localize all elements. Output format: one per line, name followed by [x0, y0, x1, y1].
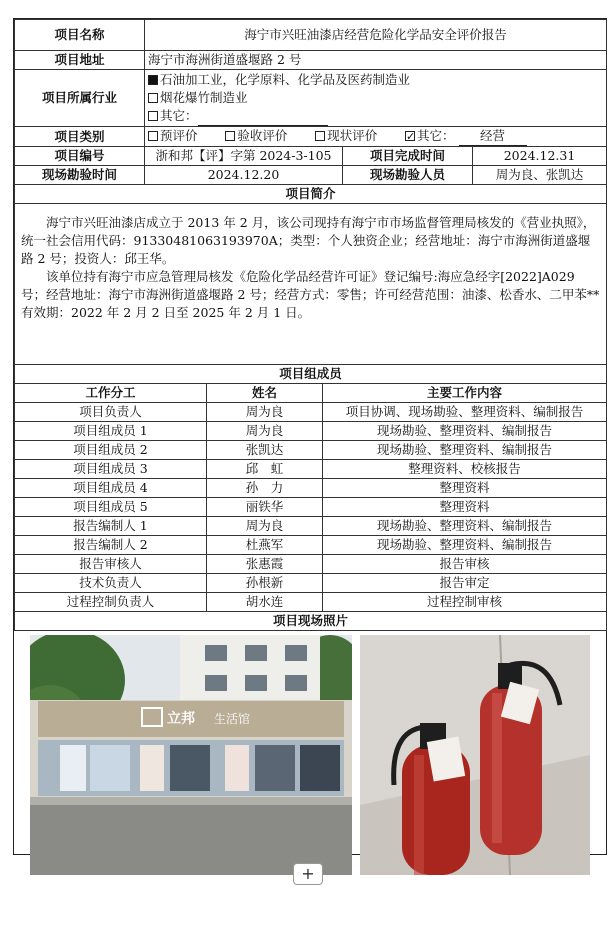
- storefront-image: [30, 635, 352, 875]
- role-cell: 报告编制人 1: [15, 517, 207, 536]
- code-value: 浙和邦【评】字第 2024-3-105: [145, 147, 343, 166]
- table-row: [15, 498, 607, 517]
- role-cell: 项目组成员 2: [15, 441, 207, 460]
- table-row: [15, 593, 607, 612]
- type-label: 项目类别: [15, 127, 145, 147]
- store-sign-text: 立邦: [167, 711, 195, 727]
- checkbox-icon: [148, 111, 158, 121]
- work-cell: 整理资料: [323, 498, 607, 517]
- work-cell: 整理资料、校核报告: [323, 460, 607, 479]
- report-document: [13, 18, 607, 855]
- checked-checkbox-icon: [405, 131, 415, 141]
- team-header-name: 姓名: [207, 384, 323, 403]
- role-cell: 报告编制人 2: [15, 536, 207, 555]
- extinguisher-image: [360, 635, 590, 875]
- type-option-1: 预评价: [160, 128, 198, 143]
- address-value: 海宁市海洲街道盛堰路 2 号: [145, 51, 607, 70]
- table-row: [15, 460, 607, 479]
- work-cell: 整理资料: [323, 479, 607, 498]
- work-cell: 报告审定: [323, 574, 607, 593]
- person-cell: 张凯达: [207, 441, 323, 460]
- site-photos: [14, 631, 606, 881]
- type-options: [145, 127, 607, 147]
- industry-option-1: 石油加工业，化学原料、化学品及医药制造业: [160, 71, 411, 87]
- done-time-value: 2024.12.31: [473, 147, 607, 166]
- person-cell: 胡水连: [207, 593, 323, 612]
- work-cell: 现场勘验、整理资料、编制报告: [323, 441, 607, 460]
- name-value: 海宁市兴旺油漆店经营危险化学品安全评价报告: [145, 20, 607, 51]
- role-cell: 项目组成员 4: [15, 479, 207, 498]
- work-cell: 现场勘验、整理资料、编制报告: [323, 422, 607, 441]
- survey-time-value: 2024.12.20: [145, 166, 343, 185]
- table-row: [15, 403, 607, 422]
- role-cell: 报告审核人: [15, 555, 207, 574]
- type-other-value: 经营: [459, 127, 527, 146]
- team-title: 项目组成员: [15, 365, 607, 384]
- person-cell: 杜燕军: [207, 536, 323, 555]
- team-header-work: 主要工作内容: [323, 384, 607, 403]
- role-cell: 技术负责人: [15, 574, 207, 593]
- role-cell: 过程控制负责人: [15, 593, 207, 612]
- person-cell: 张惠霞: [207, 555, 323, 574]
- intro-body: [15, 204, 607, 365]
- work-cell: 报告审核: [323, 555, 607, 574]
- industry-options: [145, 70, 607, 127]
- intro-paragraph-2: 该单位持有海宁市应急管理局核发《危险化学品经营许可证》登记编号:海应急经字[2022]A029 号；经营地址：海宁市海洲街道盛堰路 2 号；经营方式：零售；许可经营范围：油漆、松香水、二甲苯**有效期：2022 年 2 月 2 日至 2025 年 2 月 1 日。: [21, 269, 600, 320]
- survey-time-label: 现场勘验时间: [15, 166, 145, 185]
- type-option-3: 现状评价: [327, 128, 378, 143]
- industry-option-2: 烟花爆竹制造业: [160, 89, 248, 105]
- industry-option-3: 其它：: [160, 107, 198, 123]
- person-cell: 周为良: [207, 422, 323, 441]
- team-table: [14, 364, 607, 631]
- table-row: [15, 536, 607, 555]
- photos-title: 项目现场照片: [15, 612, 607, 631]
- role-cell: 项目负责人: [15, 403, 207, 422]
- person-cell: 周为良: [207, 517, 323, 536]
- person-cell: 孙根新: [207, 574, 323, 593]
- table-row: [15, 422, 607, 441]
- person-cell: 丽铁华: [207, 498, 323, 517]
- survey-people-label: 现场勘验人员: [343, 166, 473, 185]
- checkbox-icon: [148, 75, 158, 85]
- extinguisher-photo: [360, 635, 590, 875]
- industry-label: 项目所属行业: [15, 70, 145, 127]
- intro-title: 项目简介: [15, 185, 607, 204]
- storefront-photo: [30, 635, 352, 875]
- person-cell: 邱 虹: [207, 460, 323, 479]
- checkbox-icon: [148, 131, 158, 141]
- table-row: [15, 574, 607, 593]
- checkbox-icon: [315, 131, 325, 141]
- type-option-2: 验收评价: [237, 128, 288, 143]
- work-cell: 项目协调、现场勘验、整理资料、编制报告: [323, 403, 607, 422]
- table-row: [15, 441, 607, 460]
- work-cell: 现场勘验、整理资料、编制报告: [323, 517, 607, 536]
- name-label: 项目名称: [15, 20, 145, 51]
- survey-people-value: 周为良、张凯达: [473, 166, 607, 185]
- type-option-4: 其它：: [417, 128, 455, 143]
- role-cell: 项目组成员 5: [15, 498, 207, 517]
- table-row: [15, 517, 607, 536]
- checkbox-icon: [225, 131, 235, 141]
- person-cell: 周为良: [207, 403, 323, 422]
- role-cell: 项目组成员 1: [15, 422, 207, 441]
- store-sign-text-2: 生活馆: [214, 712, 251, 726]
- team-header-role: 工作分工: [15, 384, 207, 403]
- role-cell: 项目组成员 3: [15, 460, 207, 479]
- add-button[interactable]: +: [293, 863, 323, 885]
- project-info-table: [14, 19, 607, 365]
- intro-paragraph-1: 海宁市兴旺油漆店成立于 2013 年 2 月，该公司现持有海宁市市场监督管理局核发的《营业执照》，统一社会信用代码：91330481063193970A；类型：个人独资企业；经营地址：海宁市海洲街道盛堰路 2 号；投资人：邱王华。: [21, 215, 596, 266]
- person-cell: 孙 力: [207, 479, 323, 498]
- checkbox-icon: [148, 93, 158, 103]
- done-time-label: 项目完成时间: [343, 147, 473, 166]
- industry-other-blank: [198, 107, 328, 126]
- code-label: 项目编号: [15, 147, 145, 166]
- table-row: [15, 479, 607, 498]
- work-cell: 现场勘验、整理资料、编制报告: [323, 536, 607, 555]
- table-row: [15, 555, 607, 574]
- work-cell: 过程控制审核: [323, 593, 607, 612]
- address-label: 项目地址: [15, 51, 145, 70]
